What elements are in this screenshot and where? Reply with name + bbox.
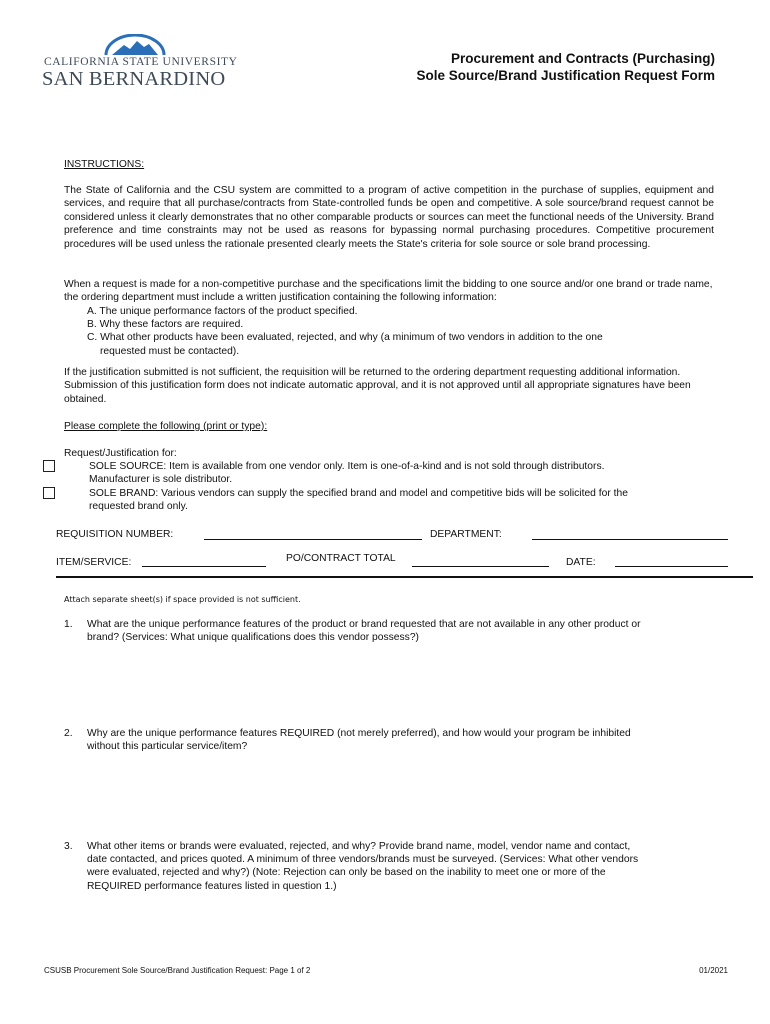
instructions-list-b: B. Why these factors are required. <box>87 319 244 330</box>
item-service-field[interactable] <box>142 566 266 567</box>
requisition-number-field[interactable] <box>204 539 422 540</box>
instructions-paragraph-1: The State of California and the CSU system are committed to a program of active competition in the purchase of supplies, equipment and services, and require that all purchase/contracts from State-controlled funds be open and competitive. A sole source/brand request cannot be considered unless it clearly demonstrates that no other comparable products or sources can meet the functional needs of the University. Brand preference and time constraints may not be used as reasons for bypassing normal purchasing procedures. Competitive procurement procedures will be used unless the rationale presented clearly meets the State's criteria for sole source or sole brand processing. <box>64 185 714 250</box>
question-3-line-2: date contacted, and prices quoted. A minimum of three vendors/brands must be surveyed. (Services: What other vendors <box>87 854 639 865</box>
question-1-line-1: What are the unique performance features of the product or brand requested that are not available in any other product or <box>87 619 641 630</box>
question-2-line-1: Why are the unique performance features REQUIRED (not merely preferred), and how would your program be inhibited <box>87 728 631 739</box>
po-contract-total-label: PO/CONTRACT TOTAL <box>286 553 396 564</box>
question-2-number: 2. <box>64 728 73 739</box>
po-contract-total-field[interactable] <box>412 566 549 567</box>
question-2-line-2: without this particular service/item? <box>87 741 248 752</box>
instructions-list-a: A. The unique performance factors of the product specified. <box>87 306 358 317</box>
complete-following-label: Please complete the following (print or type): <box>64 421 268 432</box>
instructions-list-c: C. What other products have been evaluated, rejected, and why (a minimum of two vendors in addition to the one <box>87 332 603 343</box>
form-title-line-2: Sole Source/Brand Justification Request Form <box>416 68 715 83</box>
sole-source-text: SOLE SOURCE: Item is available from one vendor only. Item is one-of-a-kind and is not sold through distributors. <box>89 461 605 472</box>
form-title-line-1: Procurement and Contracts (Purchasing) <box>450 51 715 66</box>
sole-brand-text-continued: requested brand only. <box>89 501 188 512</box>
footer-page-info: CSUSB Procurement Sole Source/Brand Justification Request: Page 1 of 2 <box>44 966 311 975</box>
sole-brand-checkbox[interactable] <box>43 487 55 499</box>
attach-sheet-note: Attach separate sheet(s) if space provided is not sufficient. <box>64 595 301 604</box>
request-justification-label: Request/Justification for: <box>64 448 177 459</box>
mountain-logo-icon <box>104 34 166 56</box>
logo-line-2: SAN BERNARDINO <box>42 68 226 90</box>
instructions-heading: INSTRUCTIONS: <box>64 159 145 170</box>
question-1-line-2: brand? (Services: What unique qualifications does this vendor possess?) <box>87 632 419 643</box>
question-3-line-3: were evaluated, rejected and why?) (Note: Rejection can only be based on the inability to meet one or more of the <box>87 867 606 878</box>
footer-date: 01/2021 <box>699 966 728 975</box>
question-3-line-4: REQUIRED performance features listed in question 1.) <box>87 881 337 892</box>
date-label: DATE: <box>566 557 596 568</box>
date-field[interactable] <box>615 566 728 567</box>
instructions-list-c-continued: requested must be contacted). <box>100 346 240 357</box>
question-3-line-1: What other items or brands were evaluated, rejected, and why? Provide brand name, model, vendor name and contact, <box>87 841 631 852</box>
section-divider <box>56 576 753 578</box>
sole-brand-text: SOLE BRAND: Various vendors can supply the specified brand and model and competitive bids will be solicited for the <box>89 488 628 499</box>
university-logo <box>42 34 238 94</box>
form-title <box>416 50 715 84</box>
instructions-paragraph-3: If the justification submitted is not sufficient, the requisition will be returned to the ordering department requesting additional information. Submission of this justification form does not indicate automatic approval, and it is not approved until all appropriate signatures have been obtained. <box>64 367 691 405</box>
instructions-paragraph-2: When a request is made for a non-competitive purchase and the specifications limit the bidding to one source and/or one brand or trade name, the ordering department must include a written justification containing the following information: <box>64 279 713 304</box>
requisition-number-label: REQUISITION NUMBER: <box>56 529 174 540</box>
logo-line-1: CALIFORNIA STATE UNIVERSITY <box>44 56 238 68</box>
department-label: DEPARTMENT: <box>430 529 502 540</box>
item-service-label: ITEM/SERVICE: <box>56 557 132 568</box>
sole-source-text-continued: Manufacturer is sole distributor. <box>89 474 233 485</box>
question-1-number: 1. <box>64 619 73 630</box>
department-field[interactable] <box>532 539 728 540</box>
question-3-number: 3. <box>64 841 73 852</box>
sole-source-checkbox[interactable] <box>43 460 55 472</box>
